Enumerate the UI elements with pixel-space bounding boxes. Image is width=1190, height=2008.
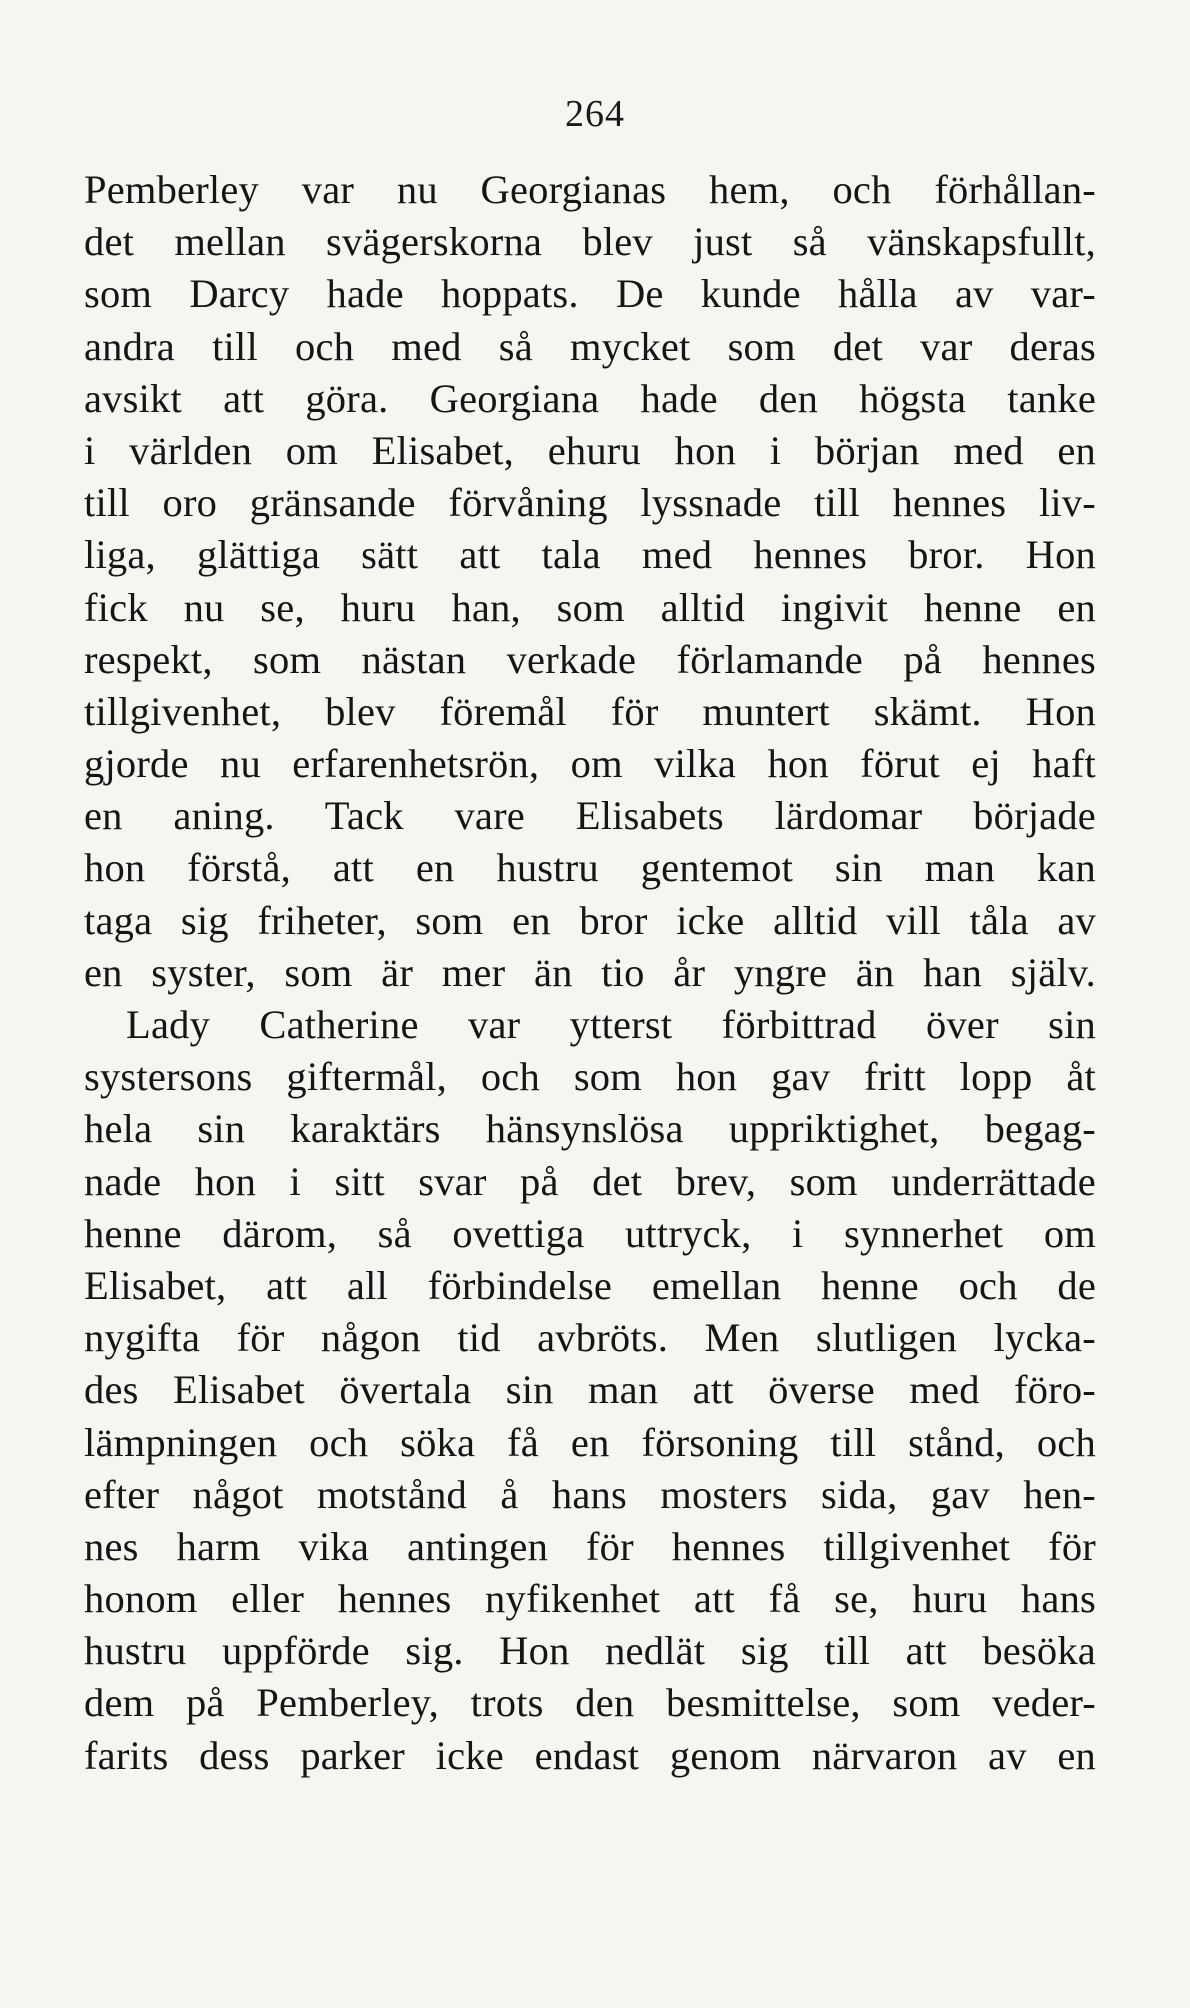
text-line: nade hon i sitt svar på det brev, som underrättade bbox=[84, 1158, 1096, 1204]
text-line: till oro gränsande förvåning lyssnade till hennes liv- bbox=[84, 480, 1096, 526]
text-line: tillgivenhet, blev föremål för muntert skämt. Hon bbox=[84, 688, 1096, 734]
text-line: hon förstå, att en hustru gentemot sin man kan bbox=[84, 845, 1096, 891]
text-line: det mellan svägerskorna blev just så vänskapsfullt, bbox=[84, 219, 1096, 265]
text-line: taga sig friheter, som en bror icke alltid vill tåla av bbox=[84, 897, 1096, 943]
text-line: liga, glättiga sätt att tala med hennes bror. Hon bbox=[84, 532, 1096, 578]
text-line: dem på Pemberley, trots den besmittelse, som veder- bbox=[84, 1680, 1096, 1726]
text-line: gjorde nu erfarenhetsrön, om vilka hon förut ej haft bbox=[84, 741, 1096, 787]
text-line: fick nu se, huru han, som alltid ingivit henne en bbox=[84, 584, 1096, 630]
text-line: hela sin karaktärs hänsynslösa uppriktighet, begag- bbox=[84, 1106, 1096, 1152]
text-line: en aning. Tack vare Elisabets lärdomar började bbox=[84, 793, 1096, 839]
text-line: nes harm vika antingen för hennes tillgivenhet för bbox=[84, 1523, 1096, 1569]
text-line: en syster, som är mer än tio år yngre än han själv. bbox=[84, 949, 1096, 995]
text-line: des Elisabet övertala sin man att överse med föro- bbox=[84, 1367, 1096, 1413]
text-line: systersons giftermål, och som hon gav fritt lopp åt bbox=[84, 1054, 1096, 1100]
text-line: honom eller hennes nyfikenhet att få se, huru hans bbox=[84, 1576, 1096, 1622]
text-line: avsikt att göra. Georgiana hade den högsta tanke bbox=[84, 375, 1096, 421]
text-line: henne därom, så ovettiga uttryck, i synnerhet om bbox=[84, 1210, 1096, 1256]
text-line: efter något motstånd å hans mosters sida, gav hen- bbox=[84, 1471, 1096, 1517]
text-line: Elisabet, att all förbindelse emellan henne och de bbox=[84, 1262, 1096, 1308]
text-line: hustru uppförde sig. Hon nedlät sig till att besöka bbox=[84, 1628, 1096, 1674]
text-line: farits dess parker icke endast genom närvaron av en bbox=[84, 1732, 1096, 1778]
text-line: i världen om Elisabet, ehuru hon i början med en bbox=[84, 427, 1096, 473]
text-line: som Darcy hade hoppats. De kunde hålla av var- bbox=[84, 271, 1096, 317]
body-text bbox=[84, 164, 1096, 1782]
text-line: lämpningen och söka få en försoning till stånd, och bbox=[84, 1419, 1096, 1465]
text-line: nygifta för någon tid avbröts. Men slutligen lycka- bbox=[84, 1315, 1096, 1361]
text-line: andra till och med så mycket som det var deras bbox=[84, 323, 1096, 369]
page-number: 264 bbox=[565, 93, 625, 135]
paragraph-start-line: Lady Catherine var ytterst förbittrad över sin bbox=[126, 1002, 1096, 1047]
text-line: Pemberley var nu Georgianas hem, och förhållan- bbox=[84, 167, 1096, 212]
text-line: respekt, som nästan verkade förlamande på hennes bbox=[84, 636, 1096, 682]
